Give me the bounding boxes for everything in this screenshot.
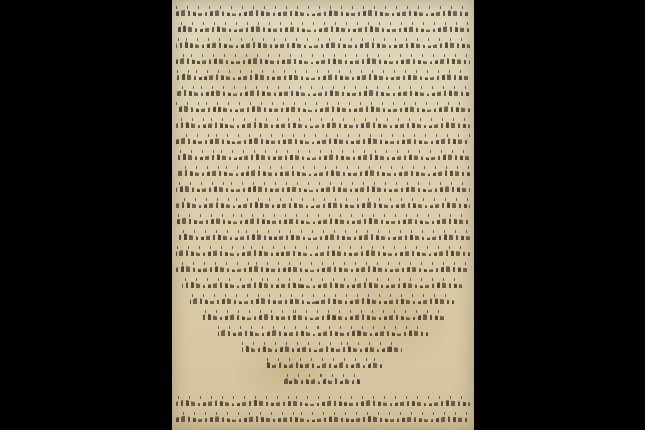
diacritic-dots [264,358,382,361]
handwritten-line [200,312,444,321]
ink-strokes [176,121,470,128]
diacritic-dots [176,38,470,41]
ink-strokes [218,329,428,336]
handwritten-line [176,200,470,209]
diacritic-dots [176,102,470,105]
ink-strokes [182,281,462,288]
ink-strokes [264,361,382,368]
ink-strokes [176,249,470,256]
diacritic-dots [190,294,454,297]
handwritten-line [176,168,470,177]
ink-strokes [176,399,470,406]
ink-strokes [176,89,470,96]
diacritic-dots [176,6,470,9]
diacritic-dots [176,182,470,185]
ink-strokes [176,105,470,112]
handwritten-line [176,398,470,407]
diacritic-dots [176,86,470,89]
diacritic-dots [176,166,470,169]
ink-strokes [242,345,402,352]
ink-strokes [190,297,454,304]
ink-strokes [176,415,470,422]
handwritten-line [284,376,362,385]
handwritten-line [176,40,470,49]
ink-strokes [176,25,470,32]
diacritic-dots [176,246,470,249]
handwritten-line [190,296,454,305]
ink-strokes [176,57,470,64]
diacritic-dots [176,262,470,265]
diacritic-dots [176,230,470,233]
diacritic-dots [176,396,470,399]
handwritten-line [242,344,402,353]
ink-strokes [176,41,470,48]
ink-strokes [176,9,470,16]
diacritic-dots [176,150,470,153]
ink-strokes [176,265,470,272]
ink-strokes [176,217,470,224]
handwritten-line [176,216,470,225]
handwritten-line [176,120,470,129]
handwritten-line [176,56,470,65]
diacritic-dots [176,22,470,25]
diacritic-dots [176,412,470,415]
handwritten-line [176,88,470,97]
handwritten-line [176,8,470,17]
ink-strokes [176,233,470,240]
handwritten-line [176,24,470,33]
handwritten-line [176,232,470,241]
diacritic-dots [182,278,462,281]
diacritic-dots [176,54,470,57]
ink-strokes [284,377,362,384]
ink-strokes [176,137,470,144]
handwritten-line [176,264,470,273]
handwritten-line [176,72,470,81]
diacritic-dots [218,326,428,329]
diacritic-dots [242,342,402,345]
diacritic-dots [176,70,470,73]
ink-strokes [176,185,470,192]
diacritic-dots [176,134,470,137]
ink-strokes [176,153,470,160]
diacritic-dots [176,118,470,121]
manuscript-page [172,0,474,430]
ink-strokes [176,169,470,176]
diacritic-dots [176,214,470,217]
handwritten-line [182,280,462,289]
handwritten-line [176,152,470,161]
ink-strokes [176,73,470,80]
ink-strokes [176,201,470,208]
diacritic-dots [284,374,362,377]
handwritten-line [176,184,470,193]
handwritten-line [176,104,470,113]
handwritten-line [176,136,470,145]
handwritten-line [218,328,428,337]
handwritten-line [264,360,382,369]
handwritten-line [176,414,470,423]
diacritic-dots [200,310,444,313]
diacritic-dots [176,198,470,201]
handwritten-line [176,248,470,257]
ink-strokes [200,313,444,320]
handwritten-text-block [172,0,474,430]
